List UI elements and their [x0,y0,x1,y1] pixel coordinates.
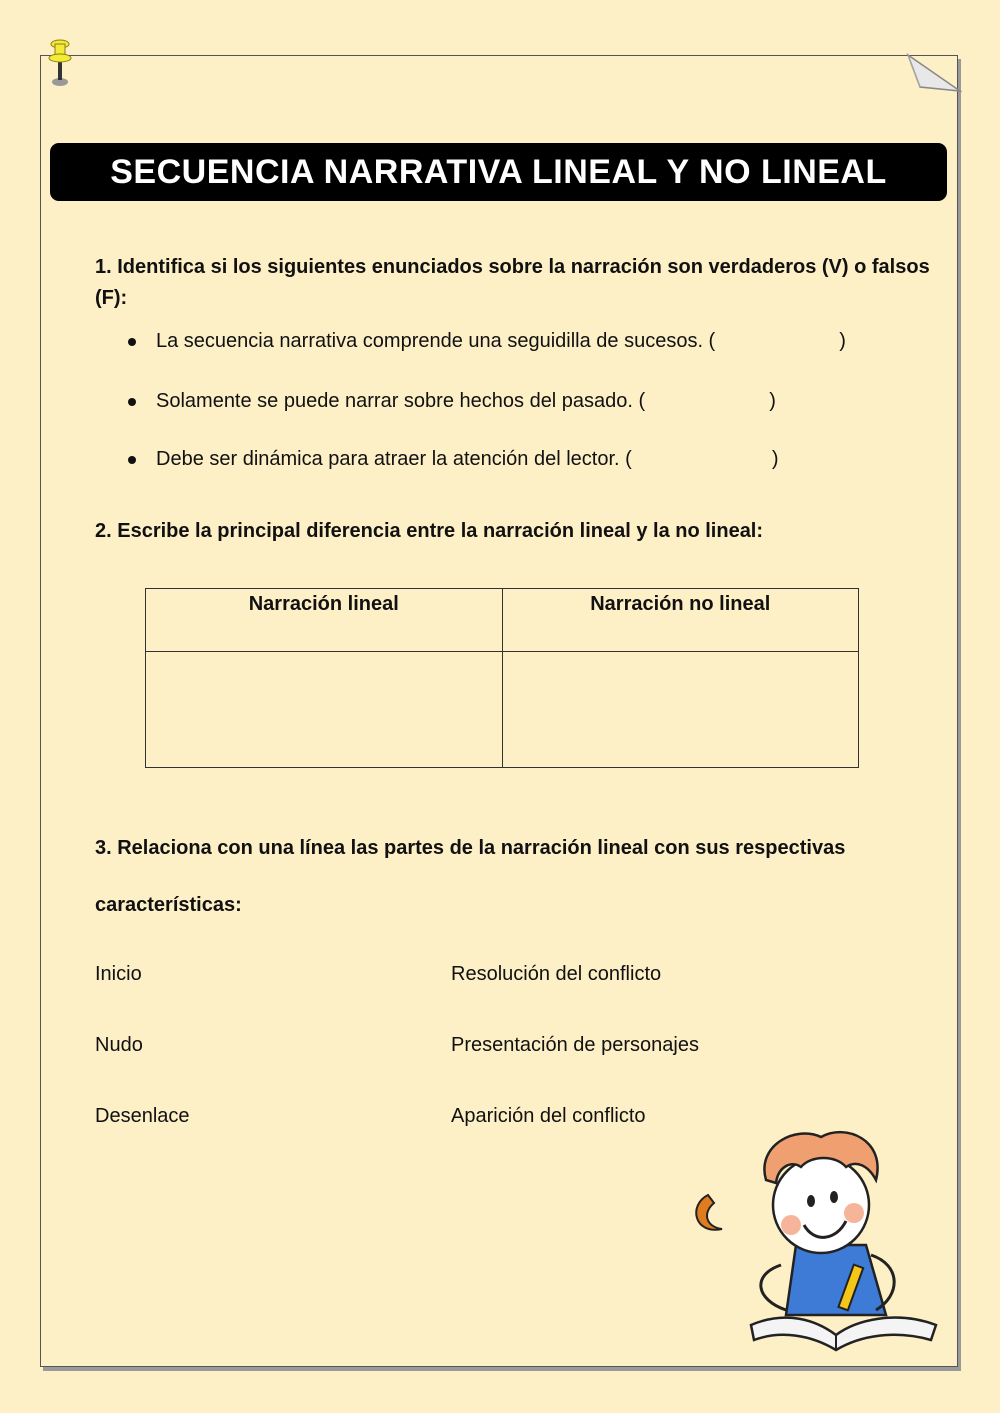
feature-item-aparicion[interactable]: Aparición del conflicto [451,1105,646,1127]
bullet-icon [128,398,136,406]
part-item-desenlace[interactable]: Desenlace [95,1105,190,1127]
question-3-heading-cont: características: [95,894,242,916]
question-2-heading: 2. Escribe la principal diferencia entre la narración lineal y la no lineal: [95,520,764,542]
part-item-inicio[interactable]: Inicio [95,963,142,985]
list-item: Debe ser dinámica para atraer la atención del lector. ( ) [128,448,778,471]
statement-text: Debe ser dinámica para atraer la atención del lector. ( [156,448,632,470]
question-1-heading: 1. Identifica si los siguientes enunciados sobre la narración son verdaderos (V) o falsos (F): [95,256,930,309]
statement-text: La secuencia narrativa comprende una seguidilla de sucesos. ( [156,330,716,352]
answer-cell-no-lineal[interactable] [502,652,859,768]
page-curl-icon [906,53,962,93]
page-title: SECUENCIA NARRATIVA LINEAL Y NO LINEAL [50,143,947,201]
answer-cell-lineal[interactable] [146,652,503,768]
child-reading-illustration [686,1125,941,1355]
column-header-lineal: Narración lineal [146,589,503,652]
question-3-heading: 3. Relaciona con una línea las partes de la narración lineal con sus respectivas [95,837,846,859]
column-header-no-lineal: Narración no lineal [502,589,859,652]
feature-item-presentacion[interactable]: Presentación de personajes [451,1034,699,1056]
part-item-nudo[interactable]: Nudo [95,1034,143,1056]
bullet-icon [128,456,136,464]
list-item: Solamente se puede narrar sobre hechos del pasado. ( ) [128,390,776,413]
pushpin-icon [46,38,76,88]
feature-item-resolucion[interactable]: Resolución del conflicto [451,963,662,985]
statement-text: Solamente se puede narrar sobre hechos del pasado. ( [156,390,646,412]
bullet-icon [128,338,136,346]
list-item: La secuencia narrativa comprende una seguidilla de sucesos. ( ) [128,330,846,353]
difference-table [145,588,859,768]
